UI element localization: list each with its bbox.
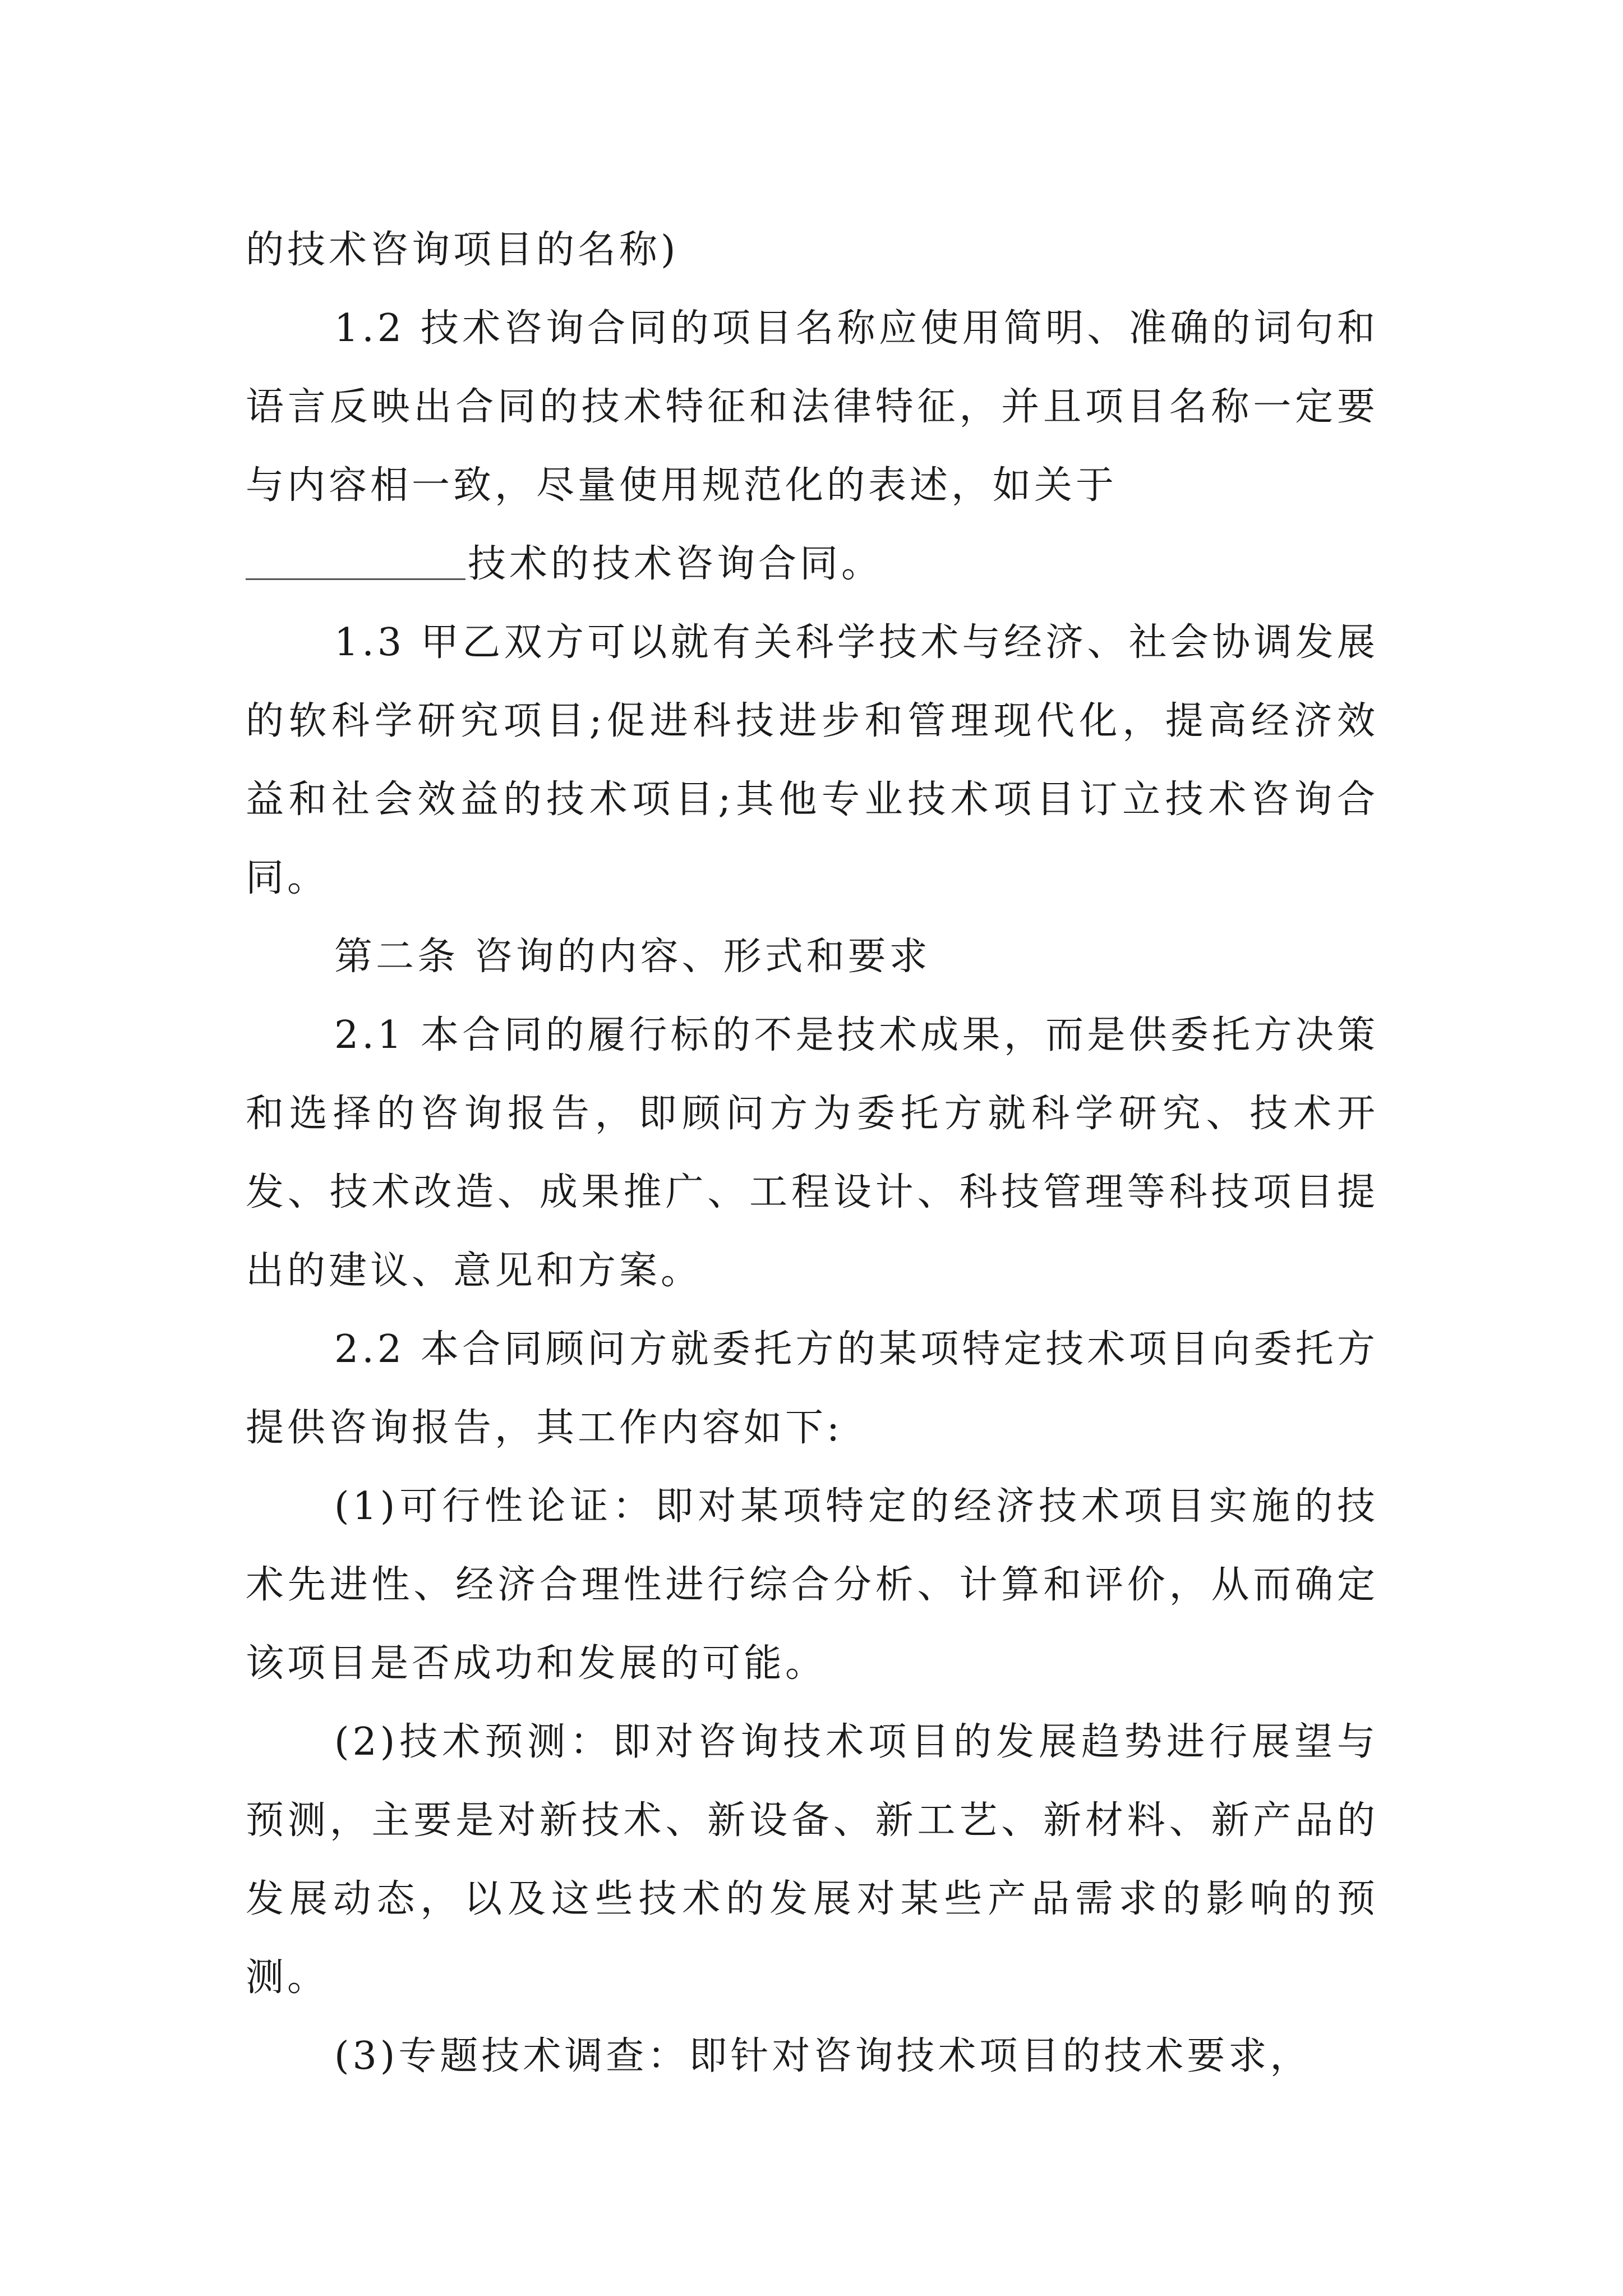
paragraph-1-3: 1.3 甲乙双方可以就有关科学技术与经济、社会协调发展的软科学研究项目;促进科技进步和管理现代化，提高经济效益和社会效益的技术项目;其他专业技术项目订立技术咨询合同。	[246, 620, 1378, 900]
paragraph-2-1: 2.1 本合同的履行标的不是技术成果，而是供委托方决策和选择的咨询报告，即顾问方为委托方就科学研究、技术开发、技术改造、成果推广、工程设计、科技管理等科技项目提出的建议、意见和方案。	[246, 1013, 1378, 1293]
section-heading-article-2: 第二条 咨询的内容、形式和要求	[334, 935, 931, 979]
paragraph-1-2-tail: 技术的技术咨询合同。	[468, 542, 883, 586]
list-item-technology-forecast: (2)技术预测：即对咨询技术项目的发展趋势进行展望与预测，主要是对新技术、新设备、新工艺、新材料、新产品的发展动态，以及这些技术的发展对某些产品需求的影响的预测。	[246, 1720, 1378, 2000]
paragraph-2-2: 2.2 本合同顾问方就委托方的某项特定技术项目向委托方提供咨询报告，其工作内容如下:	[246, 1327, 1378, 1450]
paragraph-1-2-text: 1.2 技术咨询合同的项目名称应使用简明、准确的词句和语言反映出合同的技术特征和法律特征，并且项目名称一定要与内容相一致，尽量使用规范化的表述，如关于	[246, 306, 1378, 508]
fill-in-blank	[246, 540, 465, 580]
list-item-feasibility: (1)可行性论证：即对某项特定的经济技术项目实施的技术先进性、经济合理性进行综合分析、计算和评价，从而确定该项目是否成功和发展的可能。	[246, 1484, 1378, 1686]
paragraph-continuation: 的技术咨询项目的名称)	[246, 228, 679, 272]
paragraph-1-2	[246, 289, 1378, 604]
list-item-technical-survey: (3)专题技术调查：即针对咨询技术项目的技术要求，	[334, 2034, 1312, 2078]
document-body	[246, 211, 1378, 2096]
